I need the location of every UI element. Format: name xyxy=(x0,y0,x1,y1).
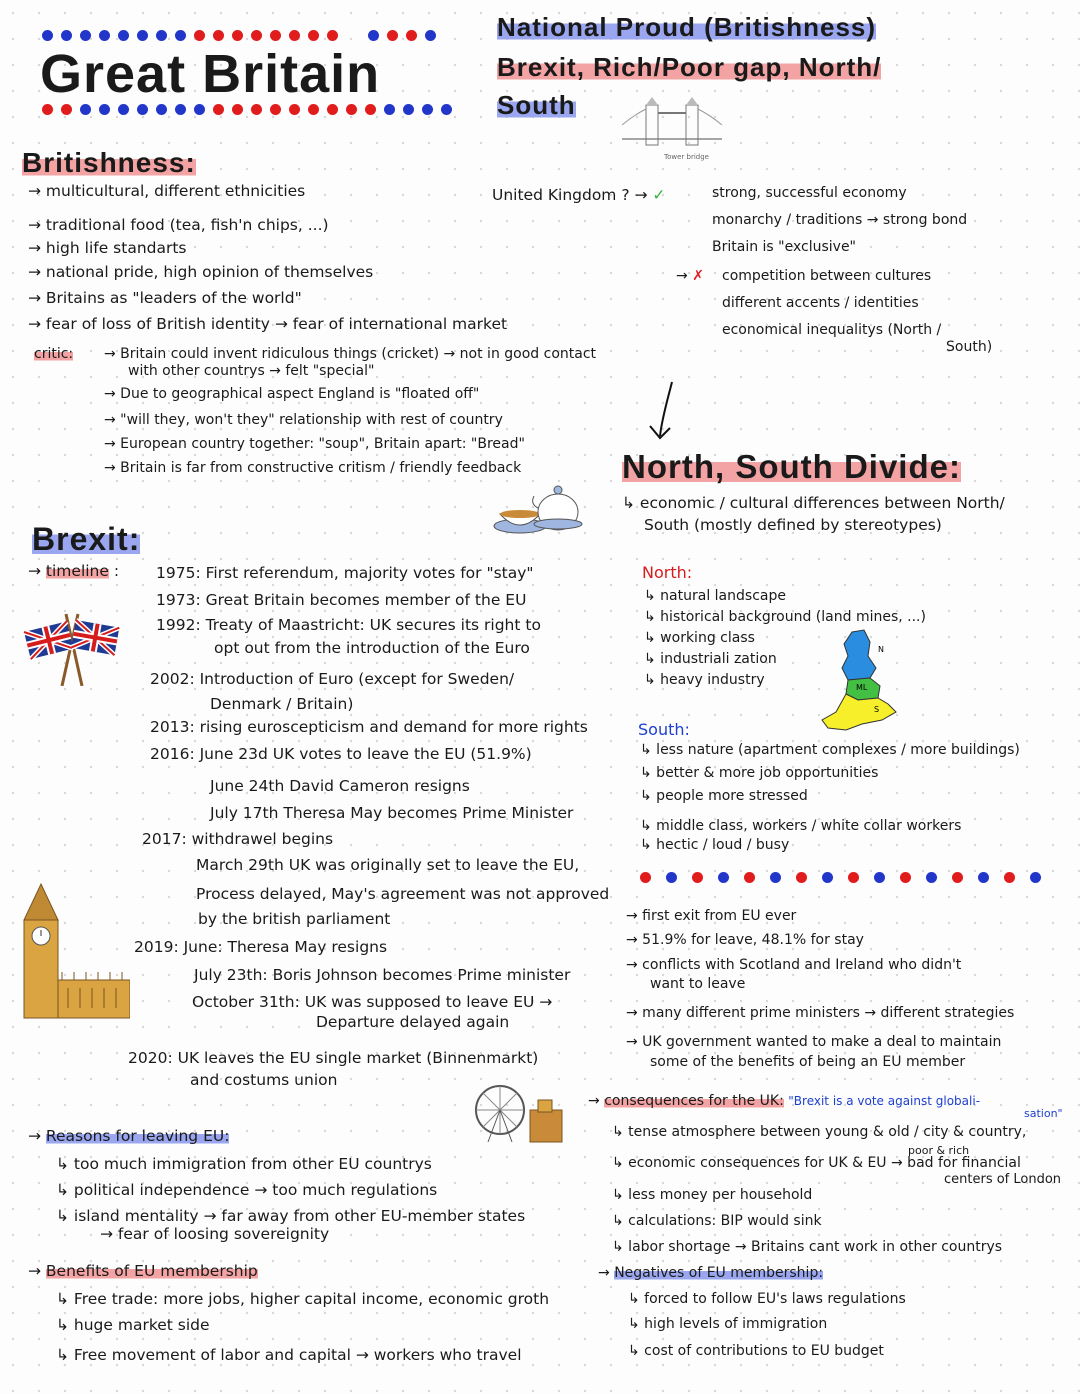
list-item: → UK government wanted to make a deal to maintain xyxy=(626,1034,1002,1050)
list-item: ↳ labor shortage → Britains cant work in other countrys xyxy=(612,1239,1003,1255)
south-list xyxy=(640,742,1020,854)
timeline-entry: Departure delayed again xyxy=(316,1013,510,1031)
list-item: → many different prime ministers → different strategies xyxy=(626,1005,1015,1021)
list-item: → multicultural, different ethnicities xyxy=(28,182,306,200)
benefits-heading: Benefits of EU membership xyxy=(45,1262,258,1280)
cross-icon: ✗ xyxy=(692,268,704,284)
list-item: ↳ middle class, workers / white collar workers xyxy=(640,818,962,834)
page-title: Great Britain xyxy=(40,44,381,104)
timeline-entry: Denmark / Britain) xyxy=(210,695,354,713)
intro-line: ↳ economic / cultural differences between North/ xyxy=(622,494,1005,512)
subtitle-line-3: South xyxy=(497,90,576,120)
list-item: ↳ people more stressed xyxy=(640,788,808,804)
critic-list xyxy=(104,346,596,477)
timeline-entry: 1992: Treaty of Maastricht: UK secures its right to xyxy=(156,616,541,634)
list-item: ↳ tense atmosphere between young & old / city & country, xyxy=(612,1124,1027,1140)
list-item: ↳ less money per household xyxy=(612,1187,813,1203)
list-item: ↳ industriali zation xyxy=(644,651,777,667)
title-dots-bottom xyxy=(42,104,452,115)
list-item: ↳ better & more job opportunities xyxy=(640,765,879,781)
critic-label: critic: xyxy=(34,346,74,362)
uk-cons-marker xyxy=(676,268,704,285)
london-eye-illustration xyxy=(470,1082,570,1144)
benefits-heading-row: → Benefits of EU membership xyxy=(28,1262,258,1280)
benefits-list xyxy=(56,1290,549,1364)
negatives-heading-row: → Negatives of EU membership: xyxy=(598,1265,824,1281)
timeline-entry: July 17th Theresa May becomes Prime Minister xyxy=(210,804,574,822)
timeline-entry: by the british parliament xyxy=(198,910,391,928)
timeline-entry: March 29th UK was originally set to leave the EU, xyxy=(196,856,580,874)
arrow-down-icon xyxy=(640,378,690,444)
list-item: → European country together: "soup", Britain apart: "Bread" xyxy=(104,436,525,452)
timeline-entry: 2013: rising euroscepticism and demand for more rights xyxy=(150,718,588,736)
timeline-entry: and costums union xyxy=(190,1071,338,1089)
list-item: ↳ working class xyxy=(644,630,755,646)
list-item: ↳ huge market side xyxy=(56,1316,210,1334)
timeline-entry: 2016: June 23d UK votes to leave the EU (51.9%) xyxy=(150,745,532,763)
list-item: Britain is "exclusive" xyxy=(712,239,856,255)
timeline-entry: 2002: Introduction of Euro (except for Sweden/ xyxy=(150,670,515,688)
negatives-list xyxy=(628,1291,906,1360)
tower-bridge-illustration xyxy=(622,95,722,157)
list-item: with other countrys → felt "special" xyxy=(128,363,375,379)
timeline-entry: 2019: June: Theresa May resigns xyxy=(134,938,388,956)
north-label: North: xyxy=(642,563,693,582)
brexit-heading: Brexit: xyxy=(32,521,141,557)
brexit-facts xyxy=(626,908,1014,1071)
list-item: ↳ hectic / loud / busy xyxy=(640,837,790,853)
list-item: → Britain is far from constructive critism / friendly feedback xyxy=(104,460,522,476)
consequences-quote: "Brexit is a vote against globali- xyxy=(788,1094,981,1108)
list-item: → national pride, high opinion of themselves xyxy=(28,263,374,281)
map-label-south: S xyxy=(874,705,880,714)
list-item: different accents / identities xyxy=(722,295,919,311)
list-item: → 51.9% for leave, 48.1% for stay xyxy=(626,932,864,948)
dot-divider xyxy=(640,872,1041,883)
bridge-caption: Tower bridge xyxy=(664,153,709,161)
reasons-heading-row: → Reasons for leaving EU: xyxy=(28,1127,230,1145)
uk-pros xyxy=(712,185,967,266)
timeline-entry: 1975: First referendum, majority votes for "stay" xyxy=(156,564,534,582)
consequences-quote-end: sation" xyxy=(1024,1107,1063,1120)
list-item: → Britain could invent ridiculous things (cricket) → not in good contact xyxy=(104,346,597,362)
timeline-label: timeline xyxy=(45,562,109,580)
uk-question xyxy=(492,186,665,204)
list-item: ↳ cost of contributions to EU budget xyxy=(628,1343,884,1359)
list-item: ↳ Free trade: more jobs, higher capital income, economic groth xyxy=(56,1290,550,1308)
consequences-list xyxy=(612,1124,1061,1256)
list-item: ↳ political independence → too much regulations xyxy=(56,1181,438,1199)
list-item: → first exit from EU ever xyxy=(626,908,797,924)
list-item: → high life standarts xyxy=(28,239,187,257)
map-label-north: N xyxy=(878,645,884,654)
subtitle-line-1: National Proud (Britishness) xyxy=(497,12,877,42)
list-item: ↳ high levels of immigration xyxy=(628,1316,828,1332)
check-icon: ✓ xyxy=(652,186,666,204)
reasons-list xyxy=(56,1155,525,1243)
list-item: ↳ island mentality → far away from other EU-member states xyxy=(56,1207,526,1225)
north-south-heading: North, South Divide: xyxy=(622,448,961,485)
uk-cons xyxy=(722,268,992,356)
britishness-heading: Britishness: xyxy=(22,147,196,178)
list-item: ↳ less nature (apartment complexes / more buildings) xyxy=(640,742,1020,758)
timeline-entry: opt out from the introduction of the Euro xyxy=(214,639,530,657)
list-item: ↳ economic consequences for UK & EU → bad for financial xyxy=(612,1155,1021,1171)
poor-rich-note: poor & rich xyxy=(908,1144,970,1157)
list-item: economical inequalitys (North / xyxy=(722,322,942,338)
list-item: → traditional food (tea, fish'n chips, ...) xyxy=(28,216,329,234)
list-item: ↳ calculations: BIP would sink xyxy=(612,1213,822,1229)
list-item: some of the benefits of being an EU member xyxy=(650,1054,966,1070)
negatives-heading: Negatives of EU membership: xyxy=(614,1265,824,1281)
arrow-icon: → xyxy=(676,268,688,284)
timeline-entry: June 24th David Cameron resigns xyxy=(210,777,470,795)
list-item: ↳ Free movement of labor and capital → workers who travel xyxy=(56,1346,522,1364)
big-ben-illustration xyxy=(18,880,130,1020)
consequences-heading: consequences for the UK: xyxy=(604,1093,784,1109)
list-item: South) xyxy=(946,339,993,355)
list-item: competition between cultures xyxy=(722,268,932,284)
list-item: ↳ historical background (land mines, ...) xyxy=(644,609,926,625)
timeline-entry: July 23th: Boris Johnson becomes Prime minister xyxy=(194,966,571,984)
title-dots-top xyxy=(42,30,436,41)
north-south-intro xyxy=(622,494,1005,534)
list-item: monarchy / traditions → strong bond xyxy=(712,212,968,228)
timeline-entry: 1973: Great Britain becomes member of the EU xyxy=(156,591,527,609)
list-item: ↳ forced to follow EU's laws regulations xyxy=(628,1291,906,1307)
britishness-list xyxy=(28,182,507,341)
list-item: ↳ too much immigration from other EU countrys xyxy=(56,1155,432,1173)
list-item: → fear of loss of British identity → fear of international market xyxy=(28,315,508,333)
subtitle-line-2: Brexit, Rich/Poor gap, North/ xyxy=(497,52,882,82)
uk-flags-illustration xyxy=(22,606,122,686)
consequences-heading-row: → consequences for the UK: "Brexit is a vote against globali- xyxy=(588,1093,981,1109)
list-item: want to leave xyxy=(650,976,746,992)
list-item: → "will they, won't they" relationship with rest of country xyxy=(104,412,503,428)
teapot-illustration xyxy=(490,474,590,540)
south-label: South: xyxy=(638,720,690,739)
list-item: → conflicts with Scotland and Ireland who didn't xyxy=(626,957,962,973)
uk-question-label: United Kingdom ? → xyxy=(492,186,648,204)
england-map xyxy=(818,628,904,734)
list-item: → Due to geographical aspect England is "floated off" xyxy=(104,386,480,402)
timeline-entry: Process delayed, May's agreement was not approved xyxy=(196,885,610,903)
reasons-heading: Reasons for leaving EU: xyxy=(45,1127,230,1145)
list-item: → fear of loosing sovereignity xyxy=(100,1225,330,1243)
map-label-midlands: ML xyxy=(856,683,868,692)
timeline-entry: 2017: withdrawel begins xyxy=(142,830,334,848)
timeline-entry: October 31th: UK was supposed to leave EU → xyxy=(192,993,553,1011)
timeline-label-row: → timeline : xyxy=(28,562,120,580)
list-item: ↳ natural landscape xyxy=(644,588,786,604)
list-item: strong, successful economy xyxy=(712,185,907,201)
list-item: centers of London xyxy=(944,1172,1062,1187)
timeline-entry: 2020: UK leaves the EU single market (Binnenmarkt) xyxy=(128,1049,539,1067)
list-item: → Britains as "leaders of the world" xyxy=(28,289,302,307)
list-item: ↳ heavy industry xyxy=(644,672,765,688)
intro-line: South (mostly defined by stereotypes) xyxy=(644,516,942,534)
